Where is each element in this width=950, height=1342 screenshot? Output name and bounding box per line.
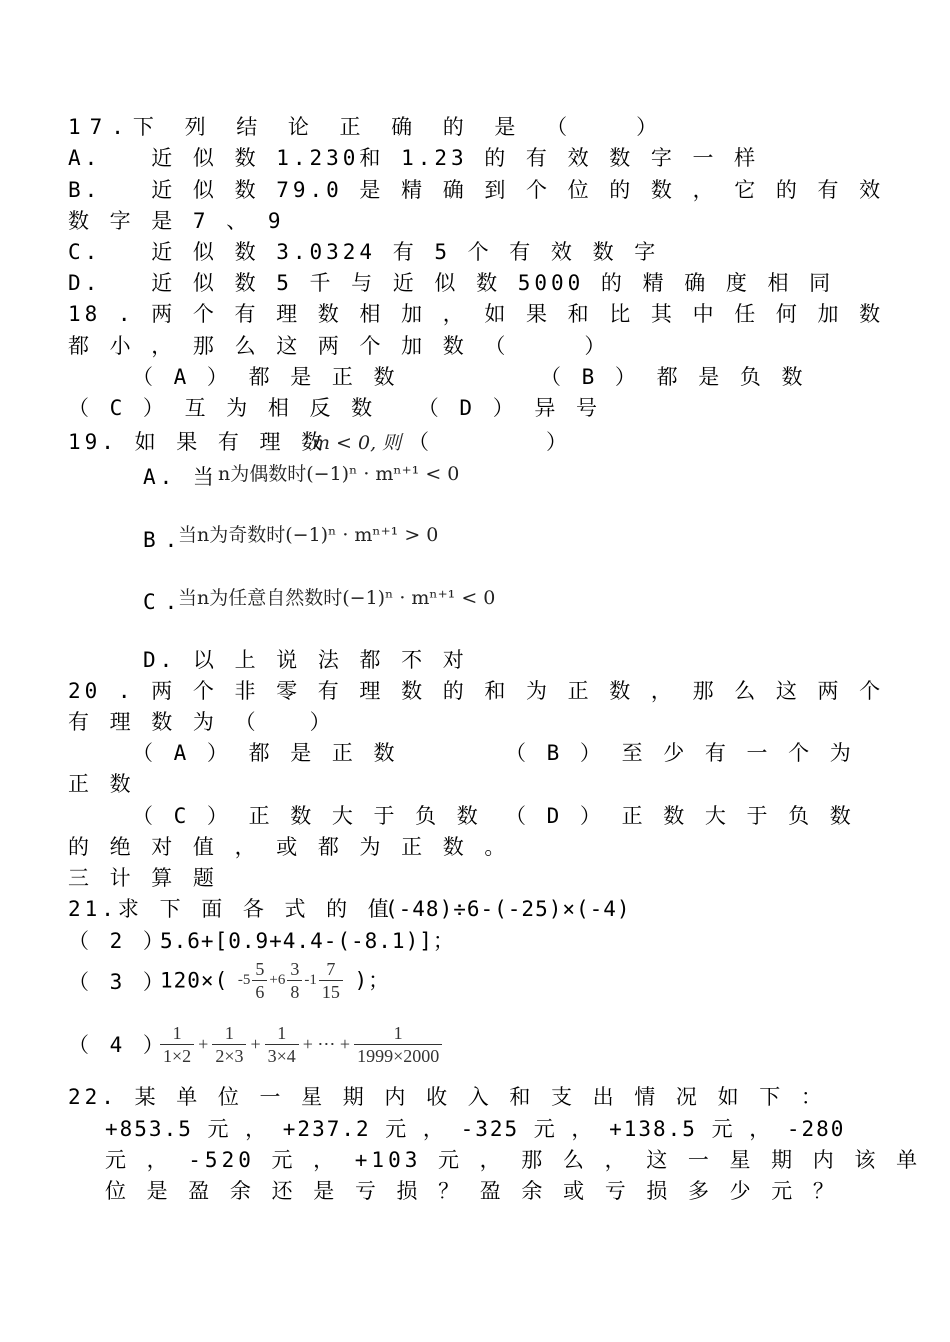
- q19-option-c-math: 当n为任意自然数时(−1)ⁿ · mⁿ⁺¹ < 0: [178, 587, 496, 609]
- section-heading-calculation: 三 计 算 题: [68, 866, 218, 890]
- q22-stem: 22. 某 单 位 一 星 期 内 收 入 和 支 出 情 况 如 下 ：: [68, 1085, 826, 1109]
- q20-stem: 20 . 两 个 非 零 有 理 数 的 和 为 正 数 ， 那 么 这 两 个: [68, 679, 885, 703]
- q17-option-b: B. 近 似 数 79.0 是 精 确 到 个 位 的 数 ， 它 的 有 效: [68, 178, 885, 202]
- q22-line-4: 位 是 盈 余 还 是 亏 损 ？ 盈 余 或 亏 损 多 少 元 ？: [105, 1179, 838, 1203]
- q20-option-d-cont: 的 绝 对 值 ， 或 都 为 正 数 。: [68, 835, 510, 859]
- q21-part-4-label: （ 4 ）: [68, 1033, 168, 1057]
- q21-expression-4: $\frac{1}{1\times 2}$ + $\frac{1}{2\times 3}$ + $\frac{1}{3\times 4}$ + ⋯ + $\frac{1}{1999\times 2000}$: [158, 1022, 444, 1067]
- q20-option-d: （ D ） 正 数 大 于 负 数: [505, 804, 855, 828]
- fraction: $\frac{1}{1999\times 2000}$: [354, 1022, 442, 1067]
- fraction: $\frac{1}{1\times 2}$: [160, 1022, 194, 1067]
- fraction: $\frac{1}{3\times 4}$: [265, 1022, 299, 1067]
- q17-option-c: C. 近 似 数 3.0324 有 5 个 有 效 数 字: [68, 240, 660, 264]
- q20-option-c: （ C ） 正 数 大 于 负 数: [132, 804, 482, 828]
- fraction: $\frac{1}{2\times 3}$: [212, 1022, 246, 1067]
- q21-expression-3: 120×( -5 $\frac{5}{6}$ +6 $\frac{3}{8}$ -1 $\frac{7}{15}$ )；: [160, 959, 391, 1002]
- q19-option-c-label: C.: [143, 590, 187, 614]
- q19-option-b-label: B.: [143, 528, 187, 552]
- q19-condition: m < 0, 则: [312, 432, 402, 454]
- q22-line-2: +853.5 元 ， +237.2 元 ， -325 元 ， +138.5 元 ， -280: [105, 1117, 846, 1141]
- q19-option-d: D. 以 上 说 法 都 不 对: [143, 648, 468, 672]
- q21-part-3-label: （ 3 ）: [68, 970, 168, 994]
- q22-line-3: 元 ， -520 元 ， +103 元 ， 那 么 ， 这 一 星 期 内 该 单: [105, 1148, 922, 1172]
- q18-option-a: （ A ） 都 是 正 数: [132, 365, 399, 389]
- q17-option-d: D. 近 似 数 5 千 与 近 似 数 5000 的 精 确 度 相 同: [68, 271, 835, 295]
- q17-stem: 17.下 列 结 论 正 确 的 是 （ ）: [68, 115, 667, 139]
- q19-option-b-math: 当n为奇数时(−1)ⁿ · mⁿ⁺¹ > 0: [178, 524, 439, 546]
- q21-expression-1: (-48)÷6-(-25)×(-4): [385, 897, 631, 921]
- q18-stem-cont: 都 小 ， 那 么 这 两 个 加 数 （ ）: [68, 334, 610, 358]
- q18-option-b: （ B ） 都 是 负 数: [540, 365, 807, 389]
- q19-option-a-math: n为偶数时(−1)ⁿ · mⁿ⁺¹ < 0: [218, 463, 460, 485]
- fraction: $\frac{3}{8}$: [287, 958, 302, 1003]
- q20-stem-cont: 有 理 数 为 （ ）: [68, 710, 335, 734]
- q21-expression-2: 5.6+[0.9+4.4-(-8.1)]；: [160, 929, 455, 953]
- q19-stem: 19. 如 果 有 理 数: [68, 430, 327, 454]
- q20-option-a: （ A ） 都 是 正 数: [132, 741, 399, 765]
- q21-expression-3-suffix: )；: [354, 968, 391, 993]
- q20-option-b: （ B ） 至 少 有 一 个 为: [505, 741, 855, 765]
- q21-expression-3-prefix: 120×(: [160, 968, 229, 993]
- fraction: $\frac{5}{6}$: [252, 958, 267, 1003]
- q17-option-b-cont: 数 字 是 7 、 9: [68, 209, 285, 233]
- q17-option-a: A. 近 似 数 1.230和 1.23 的 有 效 数 字 一 样: [68, 146, 760, 170]
- fraction: $\frac{7}{15}$: [319, 958, 343, 1003]
- q20-option-b-cont: 正 数: [68, 772, 135, 796]
- q18-stem: 18 . 两 个 有 理 数 相 加 ， 如 果 和 比 其 中 任 何 加 数: [68, 302, 885, 326]
- q21-stem: 21.求 下 面 各 式 的 值: [68, 897, 393, 921]
- q18-option-c-d: （ C ） 互 为 相 反 数 （ D ） 异 号: [68, 396, 602, 420]
- q19-paren: （ ）: [408, 430, 569, 454]
- q21-part-2-label: （ 2 ）: [68, 929, 168, 953]
- q19-option-a-label: A. 当: [143, 465, 218, 489]
